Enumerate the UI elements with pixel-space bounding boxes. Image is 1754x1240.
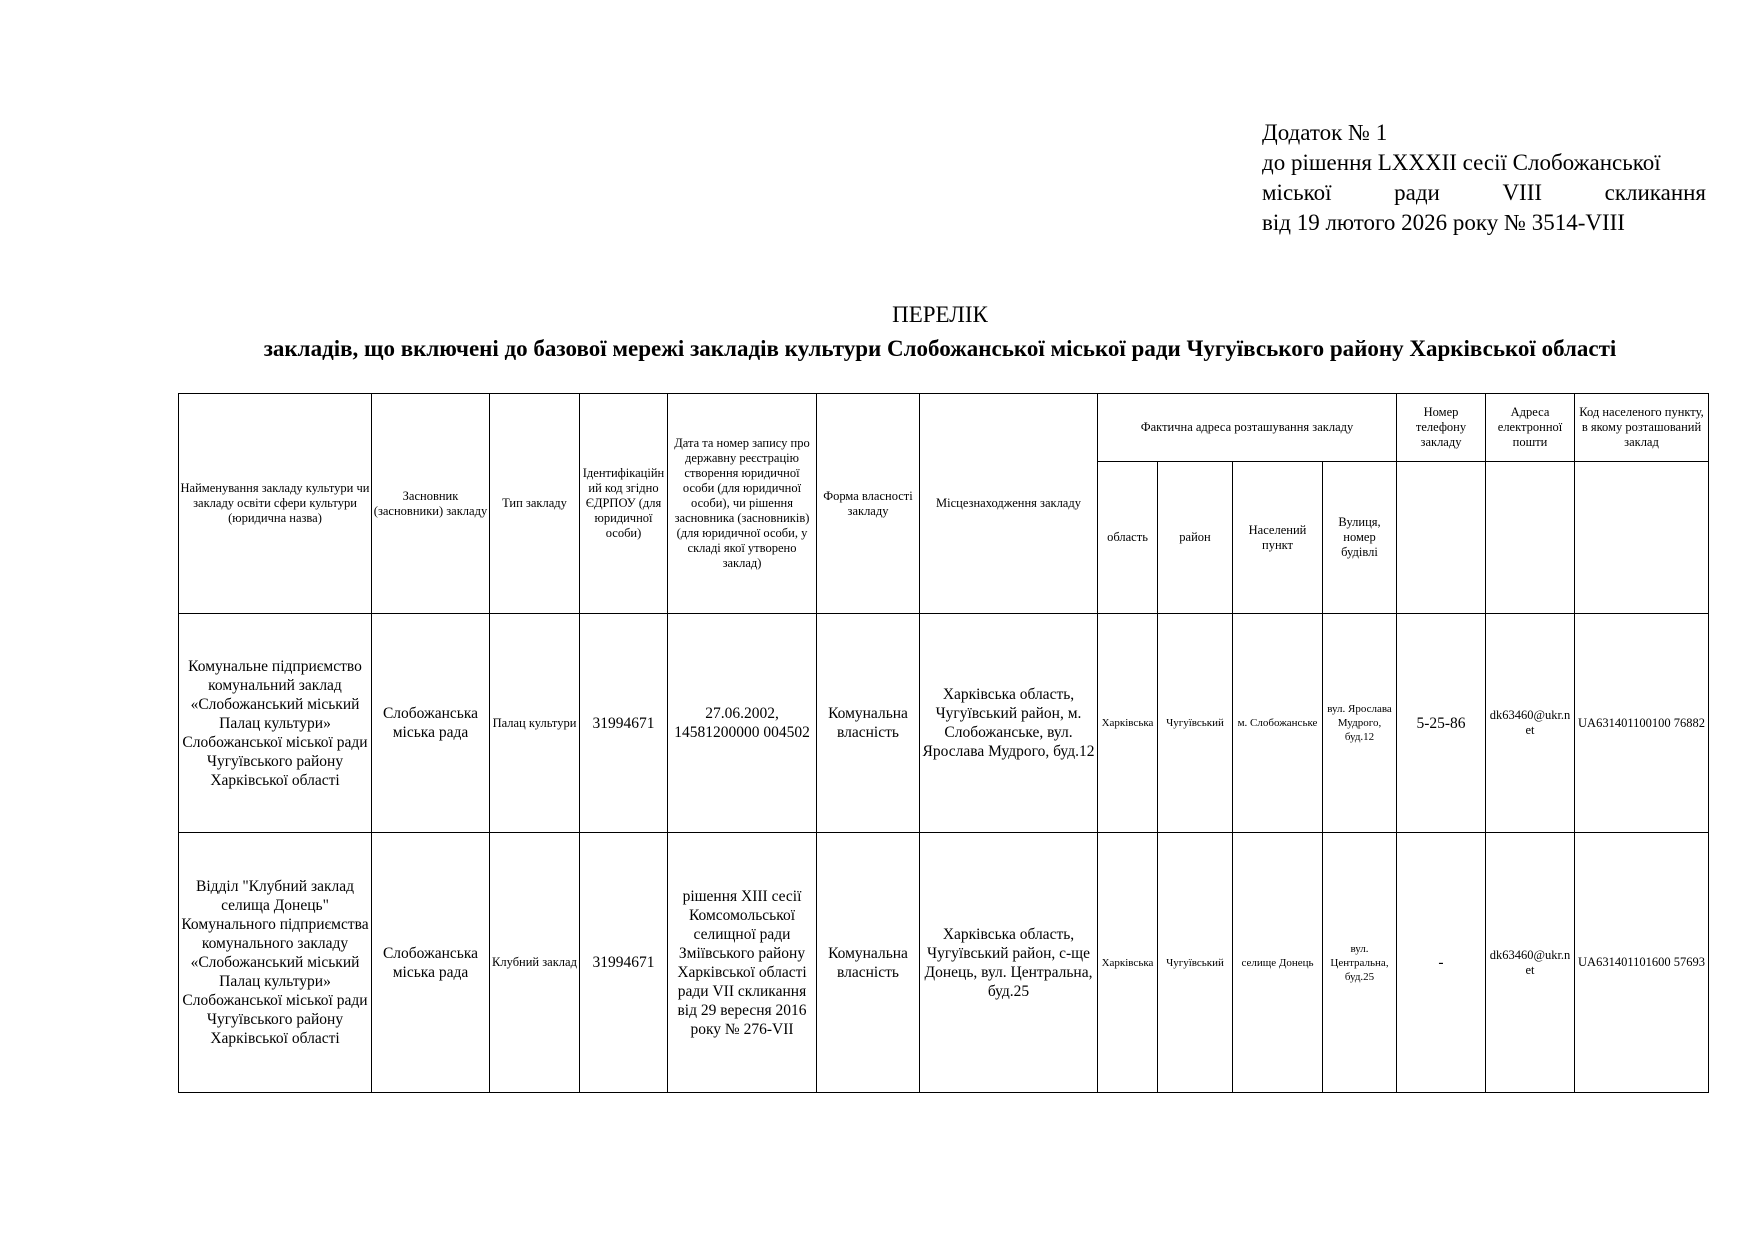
- cell-region: Харківська: [1098, 614, 1158, 833]
- document-subtitle: закладів, що включені до базової мережі закладів культури Слобожанської міської ради Чугуївського району Харківської області: [263, 336, 1617, 361]
- header-email: Адреса електронної пошти: [1486, 394, 1575, 462]
- header-region: область: [1098, 462, 1158, 614]
- header-settlement-code: Код населеного пункту, в якому розташований заклад: [1575, 394, 1709, 462]
- appendix-date: від 19 лютого 2026 року № 3514-VIII: [1262, 210, 1625, 235]
- appendix-number: Додаток № 1: [1262, 120, 1388, 145]
- appendix-word: міської: [1262, 180, 1332, 205]
- cell-settlement: м. Слобожанське: [1233, 614, 1323, 833]
- table-row: [179, 614, 1709, 833]
- cell-founder: Слобожанська міська рада: [372, 614, 490, 833]
- institutions-table: [178, 393, 1709, 1093]
- cell-edrpou: 31994671: [580, 614, 668, 833]
- header-district: район: [1158, 462, 1233, 614]
- appendix-decision: до рішення LXXXII сесії Слобожанської: [1262, 150, 1661, 175]
- header-actual-address: Фактична адреса розташування закладу: [1098, 394, 1397, 462]
- cell-type: Клубний заклад: [490, 833, 580, 1093]
- cell-district: Чугуївський: [1158, 833, 1233, 1093]
- appendix-word: ради: [1394, 180, 1440, 205]
- cell-district: Чугуївський: [1158, 614, 1233, 833]
- cell-phone: 5-25-86: [1397, 614, 1486, 833]
- cell-edrpou: 31994671: [580, 833, 668, 1093]
- header-phone: Номер телефону закладу: [1397, 394, 1486, 462]
- appendix-word: скликання: [1604, 180, 1707, 205]
- cell-name: Відділ "Клубний заклад селища Донець" Комунального підприємства комунального закладу «Слобожанський міський Палац культури» Слобожанської міської ради Чугуївського району Харківської області: [179, 833, 372, 1093]
- header-name: Найменування закладу культури чи закладу освіти сфери культури (юридична назва): [179, 394, 372, 614]
- appendix-word: VIII: [1502, 180, 1543, 205]
- empty-cell: [1575, 462, 1709, 614]
- cell-code: UA631401100100 76882: [1575, 614, 1709, 833]
- header-location: Місцезнаходження закладу: [920, 394, 1098, 614]
- table-header-row: [179, 394, 1709, 462]
- cell-location: Харківська область, Чугуївський район, с-ще Донець, вул. Центральна, буд.25: [920, 833, 1098, 1093]
- appendix-block: [1262, 118, 1706, 238]
- document-title: ПЕРЕЛІК: [892, 302, 988, 327]
- cell-name: Комунальне підприємство комунальний заклад «Слобожанський міський Палац культури» Слобожанської міської ради Чугуївського району Харківської області: [179, 614, 372, 833]
- header-registration: Дата та номер запису про державну реєстрацію створення юридичної особи (для юридичної особи), чи рішення засновника (засновників) (для юридичної особи, у складі якої утворено заклад): [668, 394, 817, 614]
- cell-code: UA631401101600 57693: [1575, 833, 1709, 1093]
- cell-founder: Слобожанська міська рада: [372, 833, 490, 1093]
- cell-street: вул. Центральна, буд.25: [1323, 833, 1397, 1093]
- cell-location: Харківська область, Чугуївський район, м. Слобожанське, вул. Ярослава Мудрого, буд.12: [920, 614, 1098, 833]
- table-row: [179, 833, 1709, 1093]
- cell-type: Палац культури: [490, 614, 580, 833]
- empty-cell: [1486, 462, 1575, 614]
- header-type: Тип закладу: [490, 394, 580, 614]
- header-street: Вулиця, номер будівлі: [1323, 462, 1397, 614]
- cell-phone: -: [1397, 833, 1486, 1093]
- header-founder: Засновник (засновники) закладу: [372, 394, 490, 614]
- header-edrpou: Ідентифікаційний код згідно ЄДРПОУ (для юридичної особи): [580, 394, 668, 614]
- cell-region: Харківська: [1098, 833, 1158, 1093]
- header-settlement: Населений пункт: [1233, 462, 1323, 614]
- cell-settlement: селище Донець: [1233, 833, 1323, 1093]
- cell-street: вул. Ярослава Мудрого, буд.12: [1323, 614, 1397, 833]
- cell-registration: 27.06.2002, 14581200000 004502: [668, 614, 817, 833]
- cell-email: dk63460@ukr.net: [1486, 833, 1575, 1093]
- cell-ownership: Комунальна власність: [817, 614, 920, 833]
- cell-registration: рішення XIII сесії Комсомольської селищної ради Зміївського району Харківської області ради VII скликання від 29 вересня 2016 року № 276-VII: [668, 833, 817, 1093]
- header-ownership: Форма власності закладу: [817, 394, 920, 614]
- document-title-block: [170, 298, 1710, 366]
- cell-ownership: Комунальна власність: [817, 833, 920, 1093]
- appendix-council-line: [1262, 178, 1706, 208]
- empty-cell: [1397, 462, 1486, 614]
- cell-email: dk63460@ukr.net: [1486, 614, 1575, 833]
